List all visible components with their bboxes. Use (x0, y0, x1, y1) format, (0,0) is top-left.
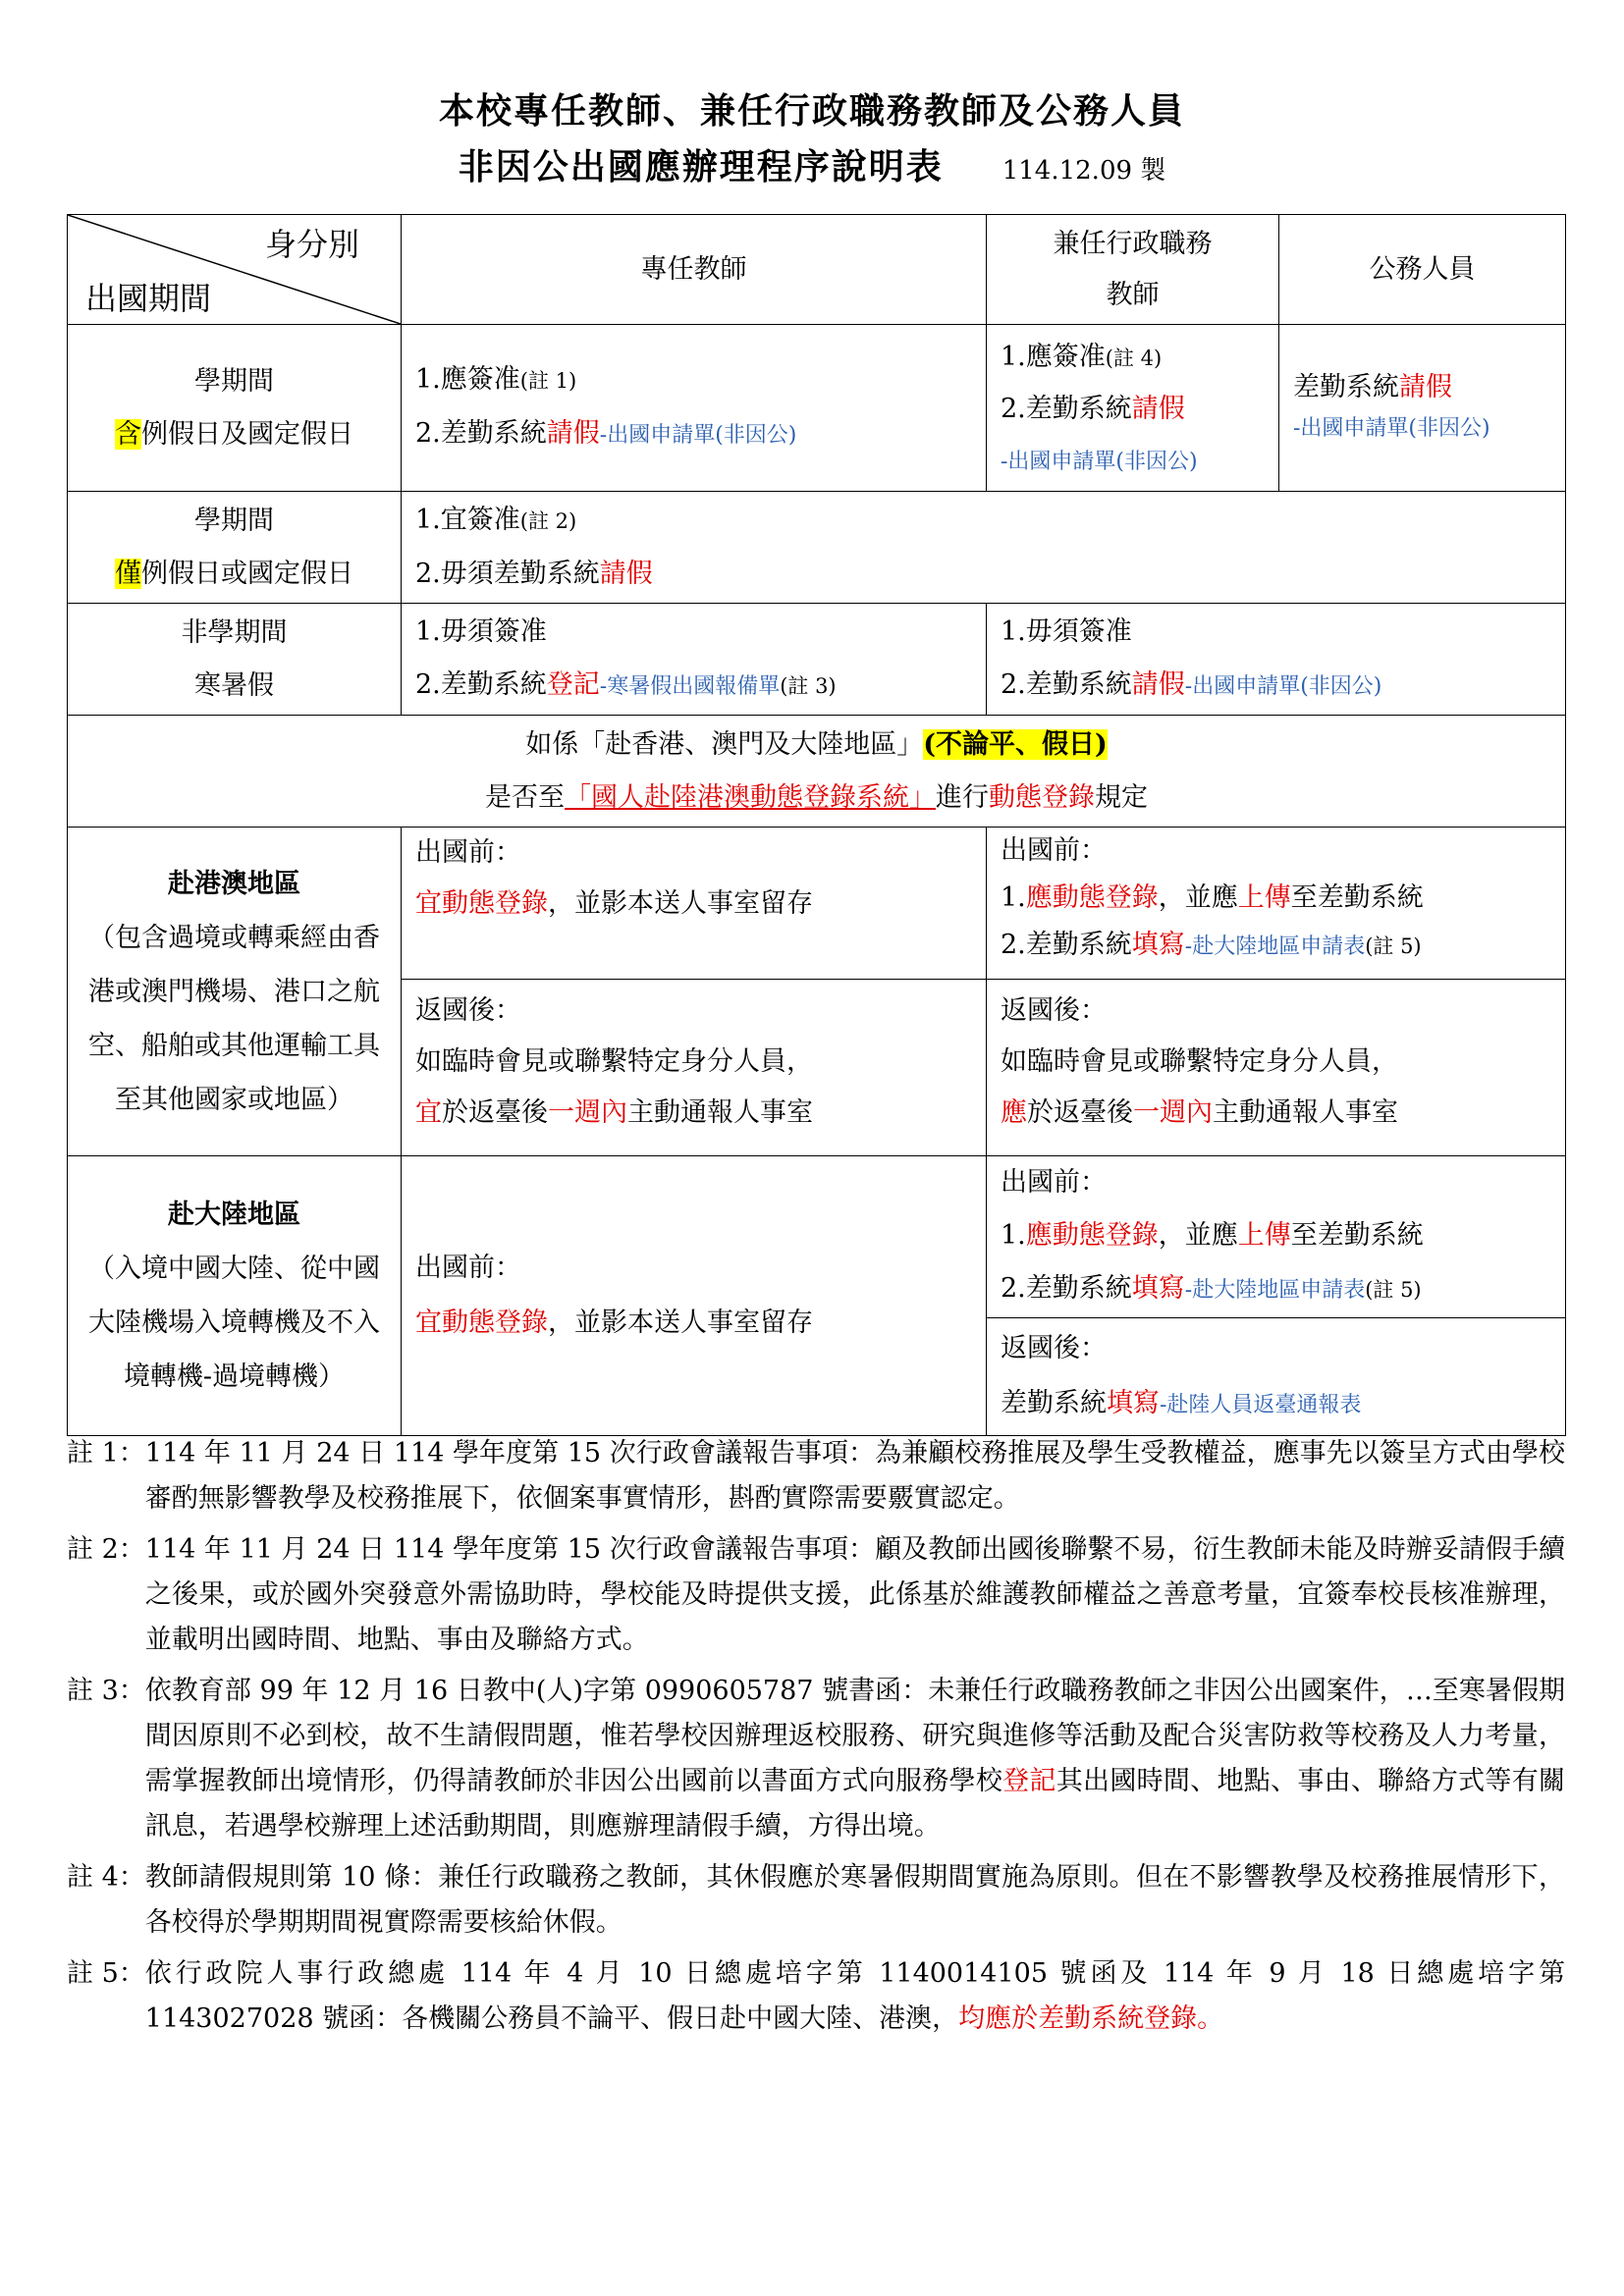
row1-admin (987, 325, 1279, 492)
row1-teacher-l1: 1.應簽准 (415, 364, 520, 395)
row-semester-only-holiday (68, 492, 1566, 604)
row1-teacher-note: (註 1) (519, 369, 577, 393)
hk-admin-after-b: 主動通報人事室 (1213, 1097, 1398, 1128)
header-period: 出國期間 (85, 280, 212, 317)
banner-l2-b: 進行 (936, 781, 989, 813)
note-3-text-b: 其出國時間、地點、事由、聯絡方式等有關訊息，若遇學校辦理上述活動期間，則應辦理請假手續，方得出境。 (144, 1766, 1566, 1842)
row1-admin-l3-blue: -出國申請單(非因公) (1001, 450, 1198, 474)
cn-teacher (402, 1156, 987, 1436)
hk-teacher-after (402, 980, 987, 1156)
hk-teacher-before-rest: ，並影本送人事室留存 (548, 888, 813, 919)
note-1 (67, 1431, 1565, 1522)
cn-admin-b1-c: 至差勤系統 (1290, 1220, 1424, 1251)
hk-admin-b2-note: (註 5) (1365, 934, 1422, 958)
header-diagonal-cell (68, 215, 402, 325)
cn-admin-after-red: 填寫 (1107, 1387, 1160, 1418)
row1-admin-l2: 2.差勤系統 (1001, 394, 1132, 424)
hk-teacher-after-red1: 宜 (415, 1097, 442, 1128)
row1-teacher (402, 325, 987, 492)
hk-admin-before-title: 出國前： (1001, 835, 1107, 866)
row-dynamic-registration-banner (68, 716, 1566, 828)
hk-admin-before (987, 828, 1566, 980)
procedure-table (67, 214, 1566, 1436)
cn-admin-b2-red: 填寫 (1131, 1273, 1185, 1304)
header-row (68, 215, 1566, 325)
header-admin-l1: 兼任行政職務 (1053, 228, 1213, 259)
banner-l2-a: 是否至 (485, 781, 565, 813)
row2-l2-red: 請假 (599, 559, 653, 589)
row3-admin-staff (987, 604, 1566, 716)
row1-staff-l2-blue: -出國申請單(非因公) (1293, 415, 1490, 441)
row1-admin-l1: 1.應簽准 (1001, 342, 1106, 372)
hk-teacher-after-l1: 如臨時會見或聯繫特定身分人員， (415, 1046, 813, 1077)
banner-l1-highlight: (不論平、假日) (923, 728, 1108, 760)
doc-title-line1: 本校專任教師、兼任行政職務教師及公務人員 (438, 90, 1185, 132)
hk-admin-b1-a: 1. (1001, 882, 1026, 913)
row1-label-l1: 學期間 (194, 365, 274, 397)
hk-teacher-after-b: 主動通報人事室 (627, 1097, 813, 1128)
row1-label (68, 325, 402, 492)
row1-label-highlight: 含 (115, 418, 141, 450)
row1-teacher-l2-red: 請假 (546, 418, 600, 449)
row3-label-l1: 非學期間 (181, 616, 288, 648)
note-2-text: 114 年 11 月 24 日 114 學年度第 15 次行政會議報告事項：顧及教師出國後聯繫不易，衍生教師未能及時辦妥請假手續之後果，或於國外突發意外需協助時，學校能及時提供支援，此係基於維護教師權益之善意考量，宜簽奉校長核准辦理，並載明出國時間、地點、事由及聯絡方式。 (144, 1534, 1565, 1655)
doc-date: 114.12.09 製 (1001, 156, 1166, 186)
header-identity: 身分別 (264, 226, 359, 263)
cn-admin-after-a: 差勤系統 (1001, 1387, 1107, 1418)
hk-admin-after (987, 980, 1566, 1156)
hk-admin-after-l1: 如臨時會見或聯繫特定身分人員， (1001, 1046, 1398, 1077)
row2-note: (註 2) (519, 509, 577, 533)
hk-teacher-before-red: 宜動態登錄 (415, 888, 548, 919)
note-4 (67, 1855, 1565, 1946)
row3-label-l2: 寒暑假 (194, 669, 274, 701)
cn-admin-after (987, 1318, 1566, 1436)
notes-section (67, 1431, 1565, 2048)
note-5 (67, 1951, 1565, 2042)
note-4-text: 教師請假規則第 10 條：兼任行政職務之教師，其休假應於寒暑假期間實施為原則。但在不影響教學及校務推展情形下，各校得於學期期間視實際需要核給休假。 (144, 1862, 1565, 1938)
header-teacher: 專任教師 (402, 215, 987, 325)
hk-admin-after-red1: 應 (1001, 1097, 1027, 1128)
row3-admin-l2-blue: -出國申請單(非因公) (1184, 673, 1382, 699)
hk-teacher-after-title: 返國後： (415, 995, 521, 1026)
hk-label (68, 828, 402, 1156)
hk-admin-b1-c: 至差勤系統 (1290, 882, 1424, 913)
cn-label-body: （入境中國大陸、從中國大陸機場入境轉機及不入境轉機-過境轉機） (88, 1254, 380, 1392)
row2-label-highlight: 僅 (115, 558, 141, 589)
hk-admin-after-red2: 一週內 (1133, 1097, 1213, 1128)
note-4-key: 註 4： (67, 1862, 145, 1893)
hk-teacher-before (402, 828, 987, 980)
note-3-text-red: 登記 (1002, 1766, 1056, 1796)
hk-label-l1: 赴港澳地區 (168, 868, 300, 899)
banner-cell (68, 716, 1566, 828)
banner-l2-c: 規定 (1095, 781, 1148, 813)
row1-label-rest: 例假日及國定假日 (141, 418, 353, 450)
header-admin-teacher (987, 215, 1279, 325)
header-staff: 公務人員 (1279, 215, 1566, 325)
hk-admin-b2-red: 填寫 (1131, 930, 1185, 960)
note-5-text-red: 均應於差勤系統登錄。 (958, 2003, 1224, 2034)
row2-l2: 2.毋須差勤系統 (415, 559, 600, 589)
row3-label (68, 604, 402, 716)
cn-admin-before (987, 1156, 1566, 1318)
note-5-text (145, 1951, 1565, 2042)
row1-admin-note: (註 4) (1105, 347, 1163, 370)
cn-teacher-red: 宜動態登錄 (415, 1308, 548, 1338)
row3-teacher-l2-blue: -寒暑假出國報備單 (599, 673, 781, 699)
hk-teacher-after-a: 於返臺後 (442, 1097, 548, 1128)
row3-teacher-l2: 2.差勤系統 (415, 668, 547, 700)
note-3-key: 註 3： (67, 1676, 145, 1706)
row-hk-before (68, 828, 1566, 980)
note-5-key: 註 5： (67, 1958, 145, 1989)
hk-admin-b1-red1: 應動態登錄 (1025, 882, 1159, 913)
row2-label-l1: 學期間 (194, 505, 274, 536)
hk-teacher-after-red2: 一週內 (548, 1097, 627, 1128)
row3-teacher-note: (註 3) (780, 673, 837, 698)
note-5-text-a: 依行政院人事行政總處 114 年 4 月 10 日總處培字第 1140014105 號函及 114 年 9 月 18 日總處培字第 1143027028 號函：各機關公務員不論平、假日赴中國大陸、港澳， (144, 1958, 1565, 2034)
row1-admin-l2-red: 請假 (1131, 394, 1185, 424)
note-2-key: 註 2： (67, 1534, 145, 1565)
row2-label-rest: 例假日或國定假日 (141, 558, 353, 589)
row1-staff-l1: 差勤系統 (1293, 371, 1399, 402)
hk-admin-after-title: 返國後： (1001, 995, 1107, 1026)
row-non-semester (68, 604, 1566, 716)
cn-admin-b1-a: 1. (1001, 1220, 1026, 1251)
cn-teacher-rest: ，並影本送人事室留存 (548, 1308, 813, 1338)
cn-label (68, 1156, 402, 1436)
row1-staff (1279, 325, 1566, 492)
cn-teacher-title: 出國前： (415, 1253, 521, 1283)
row3-admin-l1: 1.毋須簽准 (1001, 615, 1132, 647)
doc-title-text: 非因公出國應辦理程序說明表 (458, 146, 944, 187)
cn-admin-b1-red1: 應動態登錄 (1025, 1220, 1159, 1251)
row2-label (68, 492, 402, 604)
hk-admin-b1-b: ，並應 (1158, 882, 1238, 913)
note-2 (67, 1527, 1565, 1663)
row1-teacher-l2: 2.差勤系統 (415, 418, 547, 449)
cn-admin-after-blue: -赴陸人員返臺通報表 (1160, 1392, 1362, 1417)
row3-teacher-l1: 1.毋須簽准 (415, 615, 547, 647)
cn-admin-after-title: 返國後： (1001, 1332, 1107, 1363)
header-admin-l2: 教師 (1106, 279, 1160, 310)
row2-l1: 1.宜簽准 (415, 505, 520, 535)
cn-admin-b2-a: 2.差勤系統 (1001, 1273, 1132, 1304)
note-3-text-a: 依教育部 99 年 12 月 16 日教中(人)字第 0990605787 號書函：未兼任行政職務教師之非因公出國案件，…至寒暑假期間因原則不必到校，故不生請假問題，惟若學校因辦理返校服務、研究與進修等活動及配合災害防救等校務及人力考量，需掌握教師出境情形，仍得請教師於非因公出國前以書面方式向服務學校 (144, 1676, 1565, 1796)
row1-staff-l1-red: 請假 (1399, 371, 1452, 402)
row-semester-incl-holiday (68, 325, 1566, 492)
row2-content (402, 492, 1566, 604)
banner-l1: 如係「赴香港、澳門及大陸地區」 (525, 728, 924, 760)
cn-admin-b1-b: ，並應 (1158, 1220, 1238, 1251)
note-3-text (145, 1669, 1565, 1849)
banner-l2-red: 動態登錄 (989, 781, 1095, 813)
banner-l2-system: 「國人赴陸港澳動態登錄系統」 (565, 781, 936, 813)
row3-teacher (402, 604, 987, 716)
note-1-key: 註 1： (67, 1438, 145, 1468)
doc-title-line2 (0, 139, 1624, 189)
cn-admin-b1-red2: 上傳 (1237, 1220, 1291, 1251)
row1-teacher-l2-blue: -出國申請單(非因公) (599, 423, 797, 448)
row3-admin-l2: 2.差勤系統 (1001, 668, 1132, 700)
row-cn-before (68, 1156, 1566, 1318)
hk-admin-b2-a: 2.差勤系統 (1001, 930, 1132, 960)
cn-admin-b2-note: (註 5) (1365, 1278, 1422, 1302)
note-1-text: 114 年 11 月 24 日 114 學年度第 15 次行政會議報告事項：為兼顧校務推展及學生受教權益，應事先以簽呈方式由學校審酌無影響教學及校務推展下，依個案事實情形，斟酌實際需要覈實認定。 (144, 1438, 1565, 1514)
hk-admin-b1-red2: 上傳 (1237, 882, 1291, 913)
cn-admin-before-title: 出國前： (1001, 1167, 1107, 1198)
hk-label-body: （包含過境或轉乘經由香港或澳門機場、港口之航空、船舶或其他運輸工具至其他國家或地區） (88, 922, 380, 1115)
hk-teacher-before-title: 出國前： (415, 837, 521, 868)
note-3 (67, 1669, 1565, 1849)
row3-admin-l2-red: 請假 (1131, 668, 1185, 700)
cn-label-l1: 赴大陸地區 (168, 1200, 300, 1230)
hk-admin-after-a: 於返臺後 (1027, 1097, 1133, 1128)
row3-teacher-l2-red: 登記 (546, 668, 600, 700)
hk-admin-b2-blue: -赴大陸地區申請表 (1184, 934, 1366, 959)
cn-admin-b2-blue: -赴大陸地區申請表 (1184, 1278, 1366, 1303)
